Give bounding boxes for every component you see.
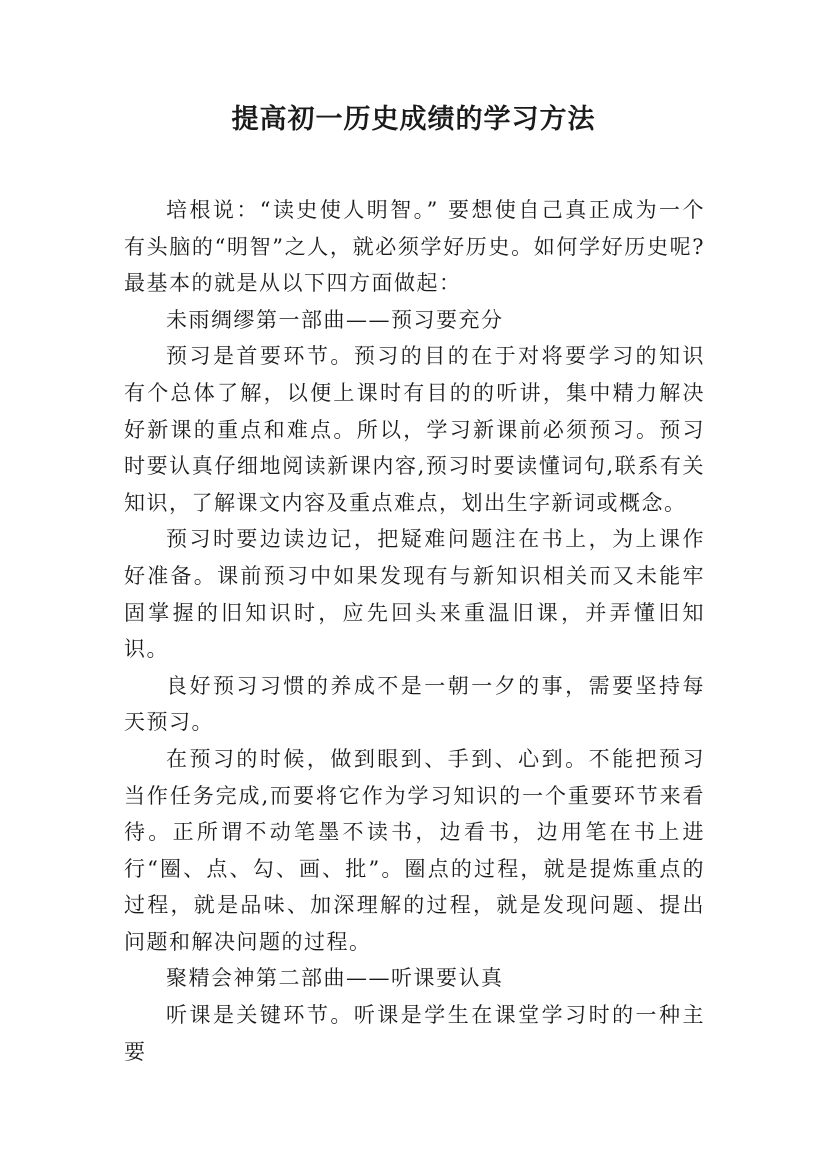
section-heading-preview: 未雨绸缪第一部曲——预习要充分 <box>166 307 504 332</box>
section-heading-listening: 聚精会神第二部曲——听课要认真 <box>166 966 504 991</box>
paragraph-intro: 培根说：“读史使人明智。” 要想使自己真正成为一个有头脑的“明智”之人，就必须学好历史。如何学好历史呢?最基本的就是从以下四方面做起： <box>124 198 705 296</box>
document-body <box>124 192 705 1070</box>
paragraph-preview-habit: 良好预习习惯的养成不是一朝一夕的事，需要坚持每天预习。 <box>124 673 705 735</box>
paragraph-listening-intro: 听课是关键环节。听课是学生在课堂学习时的一种主要 <box>124 1003 705 1064</box>
paragraph-preview-method: 在预习的时候，做到眼到、手到、心到。不能把预习当作任务完成,而要将它作为学习知识的一个重要环节来看待。正所谓不动笔墨不读书，边看书，边用笔在书上进行“圈、点、勾、画、批”。圈点的过程，就是提炼重点的过程，就是品味、加深理解的过程，就是发现问题、提出问题和解决问题的过程。 <box>124 746 705 954</box>
document-title: 提高初一历史成绩的学习方法 <box>231 104 596 135</box>
paragraph-preview-notes: 预习时要边读边记，把疑难问题注在书上，为上课作好准备。课前预习中如果发现有与新知识相关而又未能牢固掌握的旧知识时，应先回头来重温旧课，并弄懂旧知识。 <box>124 527 705 662</box>
paragraph-preview-importance: 预习是首要环节。预习的目的在于对将要学习的知识有个总体了解，以便上课时有目的的听讲，集中精力解决好新课的重点和难点。所以，学习新课前必须预习。预习时要认真仔细地阅读新课内容,预习时要读懂词句,联系有关知识，了解课文内容及重点难点，划出生字新词或概念。 <box>124 344 705 515</box>
